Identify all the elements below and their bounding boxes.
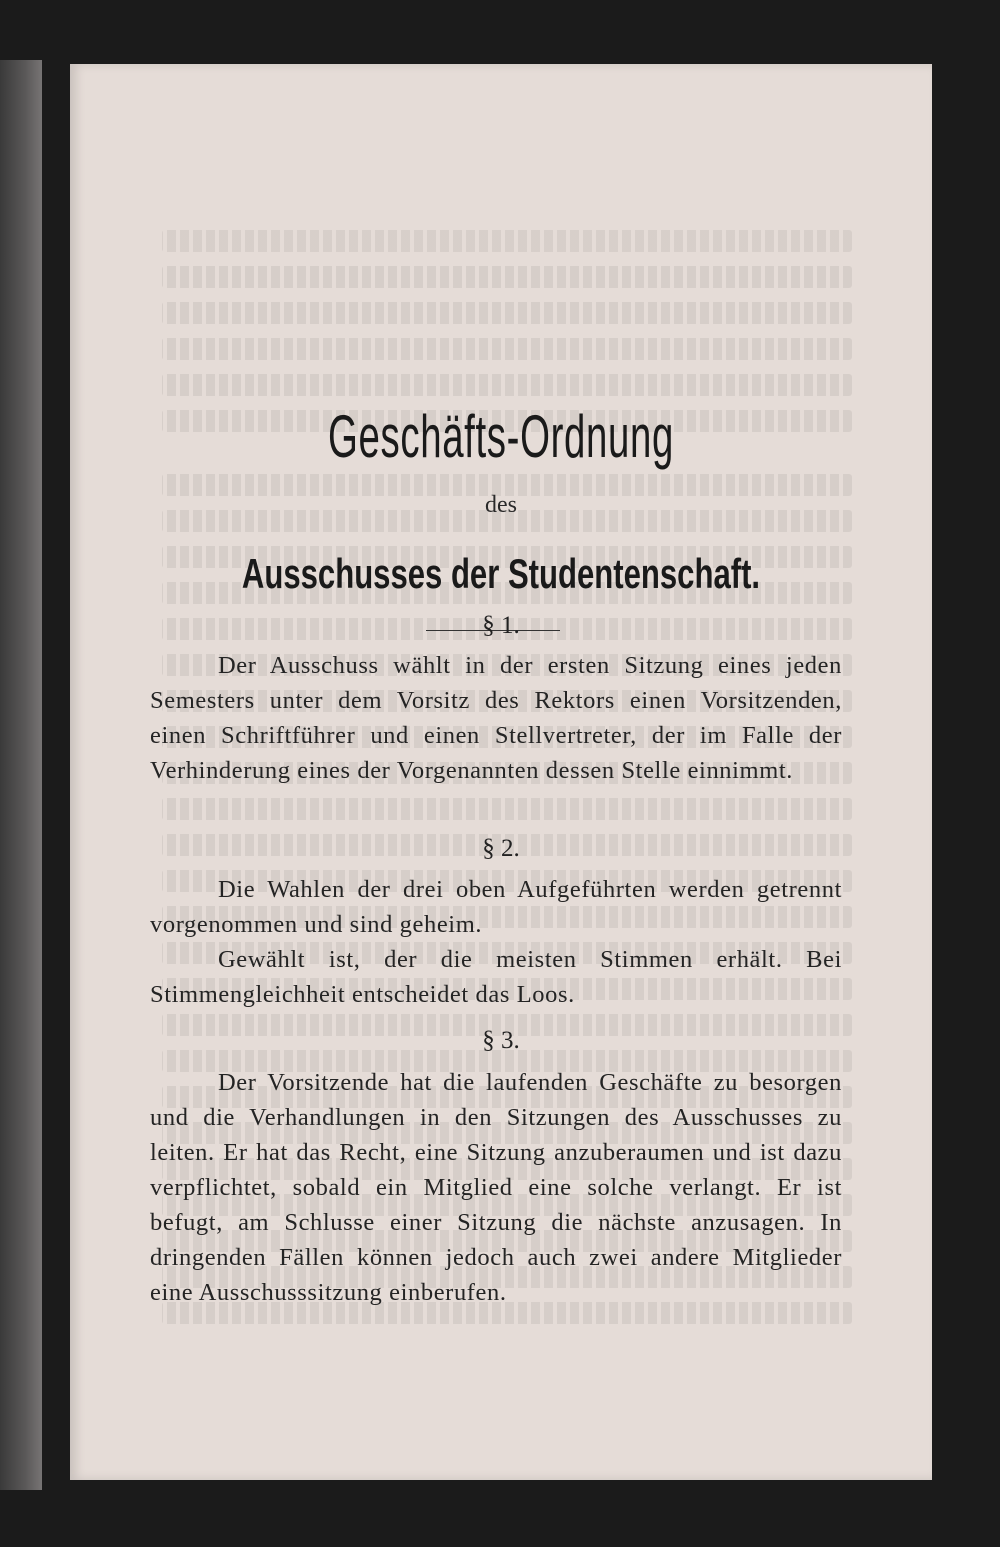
facing-page-edge	[0, 60, 42, 1490]
title-connector: des	[485, 492, 517, 518]
section-heading-1: § 1.	[482, 612, 520, 639]
section-heading-3: § 3.	[482, 1027, 520, 1054]
section-2-paragraph-2: Gewählt ist, der die meisten Stimmen erhält. Bei Stimmengleichheit entscheidet das Loos.	[150, 946, 842, 1008]
section-heading-2: § 2.	[482, 835, 520, 862]
section-2-paragraph-1: Die Wahlen der drei oben Aufgeführten werden getrennt vorgenommen und sind geheim.	[150, 876, 842, 938]
document-subtitle: Ausschusses der Studentenschaft.	[241, 550, 761, 597]
document-title: Geschäfts-Ordnung	[328, 403, 674, 470]
section-1-paragraph: Der Ausschuss wählt in der ersten Sitzung eines jeden Semesters unter dem Vorsitz des Rektors einen Vorsitzenden, einen Schriftführer und einen Stellvertreter, der im Falle der Verhinderung eines der Vorgenannten dessen Stelle einnimmt.	[150, 652, 842, 784]
document-page	[70, 64, 932, 1480]
section-3-paragraph: Der Vorsitzende hat die laufenden Geschäfte zu besorgen und die Verhandlungen in den Sitzungen des Ausschusses zu leiten. Er hat das Recht, eine Sitzung anzuberaumen und ist dazu verpflichtet, sobald ein Mitglied eine solche verlangt. Er ist befugt, am Schlusse einer Sitzung die nächste anzusagen. In dringenden Fällen können jedoch auch zwei andere Mitglieder eine Ausschusssitzung einberufen.	[150, 1069, 842, 1306]
